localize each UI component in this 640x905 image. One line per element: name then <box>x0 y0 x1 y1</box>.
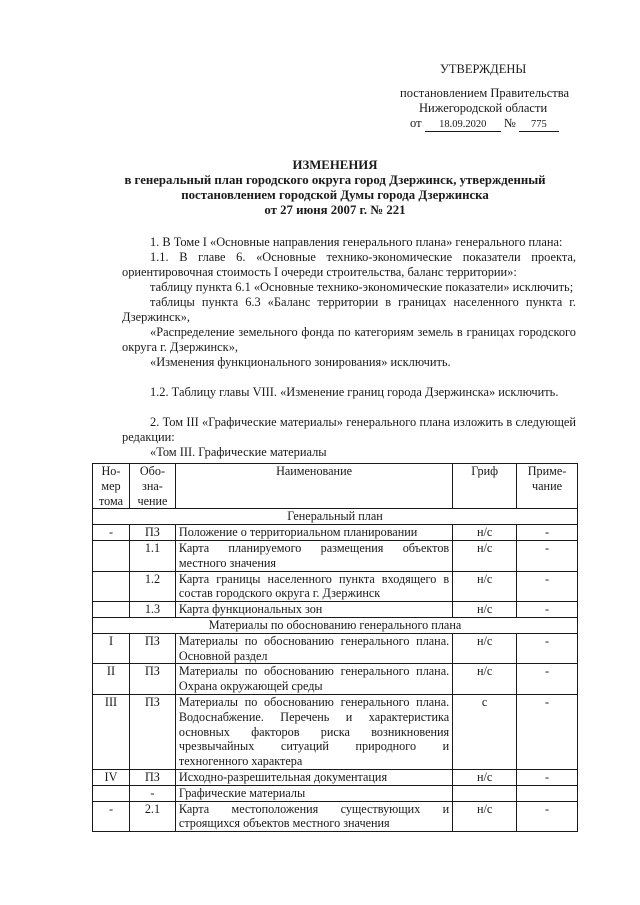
cell-stamp: н/с <box>453 525 517 541</box>
table-row <box>93 602 578 618</box>
table-row <box>93 540 578 571</box>
cell-designation: ПЗ <box>129 633 175 664</box>
cell-name: Карта местоположения существующих и строящихся объектов местного значения <box>175 801 452 832</box>
cell-name: Материалы по обоснованию генерального плана. Основной раздел <box>175 633 452 664</box>
cell-volume-number <box>93 540 130 571</box>
cell-name: Материалы по обоснованию генерального плана. Охрана окружающей среды <box>175 664 452 695</box>
cell-designation: - <box>129 785 175 801</box>
cell-designation: 2.1 <box>129 801 175 832</box>
cell-stamp: н/с <box>453 571 517 602</box>
graphics-materials-table <box>92 463 578 832</box>
table-row <box>93 769 578 785</box>
cell-volume-number <box>93 571 130 602</box>
approval-heading: УТВЕРЖДЕНЫ <box>440 62 527 76</box>
paragraph-1: 1. В Томе I «Основные направления генерального плана» генерального плана: <box>150 235 563 249</box>
cell-note: - <box>517 540 578 571</box>
paragraph-1-1-a: таблицу пункта 6.1 «Основные технико-экономические показатели» исключить; <box>150 280 574 294</box>
paragraph-1-1-b: таблицы пункта 6.3 «Баланс территории в границах населенного пункта г. Дзержинск», <box>122 295 576 324</box>
header-note: Приме- чание <box>517 464 578 509</box>
header-name: Наименование <box>175 464 452 509</box>
cell-stamp <box>453 785 517 801</box>
cell-note: - <box>517 694 578 769</box>
cell-volume-number: IV <box>93 769 130 785</box>
cell-note: - <box>517 602 578 618</box>
cell-volume-number: - <box>93 525 130 541</box>
cell-note: - <box>517 633 578 664</box>
paragraph-2: 2. Том III «Графические материалы» генерального плана изложить в следующей редакции: <box>122 415 576 444</box>
table-row <box>93 571 578 602</box>
cell-name: Карта функциональных зон <box>175 602 452 618</box>
approval-date-line <box>410 115 559 132</box>
cell-designation: ПЗ <box>129 664 175 695</box>
cell-name: Карта границы населенного пункта входящего в состав городского округа г. Дзержинск <box>175 571 452 602</box>
cell-name: Материалы по обоснованию генерального плана. Водоснабжение. Перечень и характеристика основных факторов риска возникновения чрезвычайных ситуаций природного и техногенного характера <box>175 694 452 769</box>
paragraph-1-2: 1.2. Таблицу главы VIII. «Изменение границ города Дзержинска» исключить. <box>150 385 559 399</box>
cell-volume-number: III <box>93 694 130 769</box>
paragraph-1-1-c: «Распределение земельного фонда по категориям земель в границах городского округа г. Дзержинск», <box>122 325 576 354</box>
document-body <box>122 235 576 460</box>
cell-volume-number <box>93 602 130 618</box>
cell-volume-number: II <box>93 664 130 695</box>
cell-note: - <box>517 525 578 541</box>
approval-line-2: Нижегородской области <box>419 101 548 115</box>
number-label: № <box>503 116 516 130</box>
paragraph-1-1-d: «Изменения функционального зонирования» исключить. <box>150 355 451 369</box>
from-label: от <box>410 116 422 130</box>
cell-name: Карта планируемого размещения объектов местного значения <box>175 540 452 571</box>
cell-note: - <box>517 769 578 785</box>
table-row <box>93 633 578 664</box>
cell-volume-number: I <box>93 633 130 664</box>
cell-designation: ПЗ <box>129 694 175 769</box>
cell-note: - <box>517 664 578 695</box>
table-row <box>93 785 578 801</box>
cell-designation: 1.3 <box>129 602 175 618</box>
table-row <box>93 664 578 695</box>
cell-stamp: н/с <box>453 664 517 695</box>
section-general-plan: Генеральный план <box>93 509 578 525</box>
cell-designation: 1.2 <box>129 571 175 602</box>
cell-note <box>517 785 578 801</box>
justification-rows <box>93 633 578 831</box>
cell-note: - <box>517 801 578 832</box>
title-line-3: постановлением городской Думы города Дзержинска <box>181 188 489 202</box>
cell-name: Графические материалы <box>175 785 452 801</box>
cell-stamp: н/с <box>453 633 517 664</box>
cell-volume-number <box>93 785 130 801</box>
header-volume-number: Но- мер тома <box>93 464 130 509</box>
table-row <box>93 525 578 541</box>
header-designation: Обо- зна- чение <box>129 464 175 509</box>
header-stamp: Гриф <box>453 464 517 509</box>
cell-stamp: н/с <box>453 540 517 571</box>
cell-stamp: н/с <box>453 801 517 832</box>
section-justification-materials: Материалы по обоснованию генерального плана <box>93 617 578 633</box>
cell-designation: ПЗ <box>129 525 175 541</box>
cell-designation: 1.1 <box>129 540 175 571</box>
cell-name: Положение о территориальном планировании <box>175 525 452 541</box>
section-row <box>93 509 578 525</box>
cell-note: - <box>517 571 578 602</box>
table-header-row <box>93 464 578 509</box>
cell-name: Исходно-разрешительная документация <box>175 769 452 785</box>
approval-line-1: постановлением Правительства <box>400 86 570 100</box>
cell-stamp: с <box>453 694 517 769</box>
general-plan-rows <box>93 525 578 618</box>
paragraph-1-1: 1.1. В главе 6. «Основные технико-экономические показатели проекта, ориентировочная стоимость I очереди строительства, баланс территории»: <box>122 250 576 279</box>
title-line-4: от 27 июня 2007 г. № 221 <box>264 203 406 217</box>
cell-stamp: н/с <box>453 602 517 618</box>
cell-stamp: н/с <box>453 769 517 785</box>
title-line-1: ИЗМЕНЕНИЯ <box>292 158 378 172</box>
section-row <box>93 617 578 633</box>
approval-number: 775 <box>519 119 559 132</box>
table-row <box>93 801 578 832</box>
cell-volume-number: - <box>93 801 130 832</box>
title-line-2: в генеральный план городского округа город Дзержинск, утвержденный <box>124 173 546 187</box>
table-row <box>93 694 578 769</box>
approval-date: 18.09.2020 <box>425 119 501 132</box>
paragraph-2-a: «Том III. Графические материалы <box>150 445 327 459</box>
cell-designation: ПЗ <box>129 769 175 785</box>
document-title <box>80 158 590 218</box>
